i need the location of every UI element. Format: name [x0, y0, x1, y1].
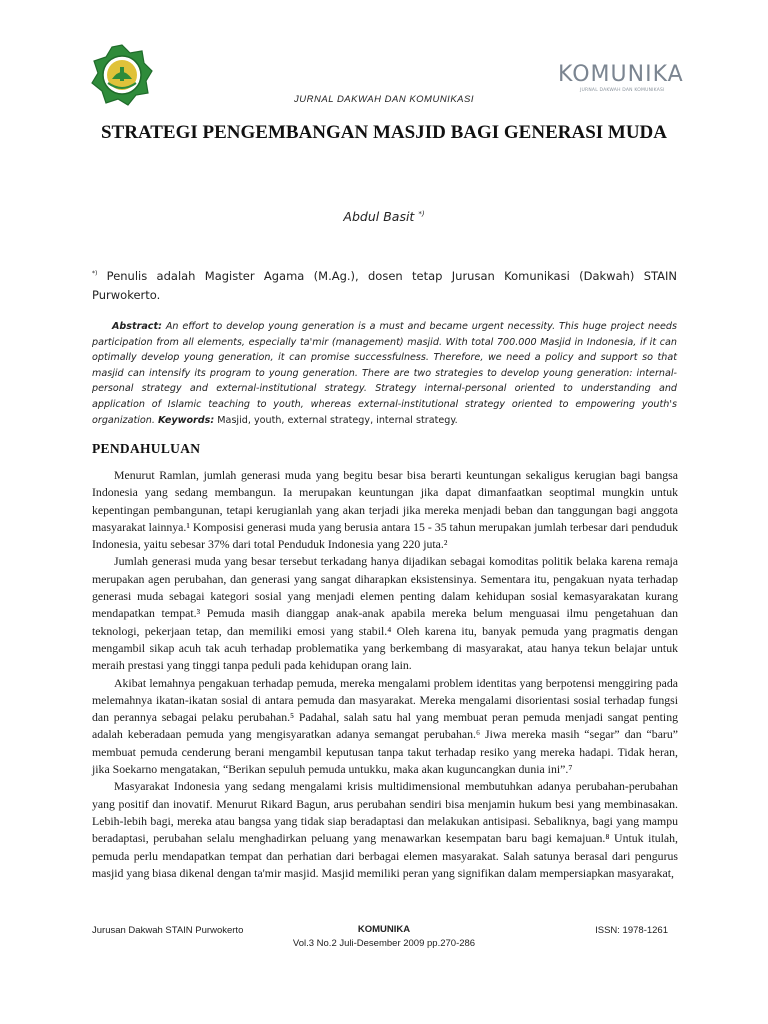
- author-name: Abdul Basit: [343, 209, 415, 224]
- abstract-label: Abstract:: [112, 321, 162, 332]
- abstract-text: An effort to develop young generation is a must and became urgent necessity. This huge project needs participation from all elements, especially ta'mir (management) masjid. With total 700.000 Masjid in Indonesia, if it can optimally develop young generation, it can promise successfulness. Therefore, we need a policy and support so that masjid can intensify its program to young generation. There are two strategies to develop young generation: internal-personal strategy and external-institutional strategy. Strategy internal-personal oriented to understanding and application of Islamic teaching to youth, whereas external-institutional strategy oriented to empowering youth's organization.: [92, 321, 677, 426]
- author-note-text: Penulis adalah Magister Agama (M.Ag.), dosen tetap Jurusan Komunikasi (Dakwah) STAIN Purwokerto.: [92, 268, 677, 302]
- journal-name: JURNAL DAKWAH DAN KOMUNIKASI: [294, 94, 474, 105]
- body-text: [92, 467, 678, 882]
- footer-issn: ISSN: 1978-1261: [595, 925, 668, 936]
- footer-department: Jurusan Dakwah STAIN Purwokerto: [92, 925, 244, 936]
- author-mark: *): [418, 209, 425, 218]
- article-title: STRATEGI PENGEMBANGAN MASJID BAGI GENERASI MUDA: [100, 122, 667, 143]
- paragraph-2: Jumlah generasi muda yang besar tersebut terkadang hanya dijadikan sebagai komoditas politik belaka karena remaja merupakan agen perubahan, dan generasi yang sangat diharapkan eksistensinya. Sementara itu, pengakuan nyata terhadap generasi muda sebagai kategori sosial yang menjadi elemen penting dalam kehidupan sosial kemasyarakatan kurang mendapatkan tempat.³ Pemuda masih dianggap anak-anak apabila mereka belum menguasai ilmu pengetahuan dan teknologi, pekerjaan tetap, dan memiliki emosi yang stabil.⁴ Oleh karena itu, banyak pemuda yang pragmatis dengan mengambil sikap acuh tak acuh terhadap problematika yang berkembang di masyarakat, atau hanya tekun belajar untuk meraih prestasi yang tinggi tanpa peduli pada kehidupan orang lain.: [92, 554, 678, 673]
- author-note: [92, 264, 677, 305]
- brand-name: KOMUNIKA: [558, 62, 684, 87]
- brand-subtitle: JURNAL DAKWAH DAN KOMUNIKASI: [580, 88, 665, 93]
- author-note-mark: *): [92, 270, 98, 277]
- abstract: [92, 319, 677, 428]
- footer-volume: Vol.3 No.2 Juli-Desember 2009 pp.270-286: [292, 938, 476, 949]
- section-heading: PENDAHULUAN: [92, 441, 201, 456]
- keywords-text: Masjid, youth, external strategy, internal strategy.: [217, 414, 458, 426]
- paragraph-3: Akibat lemahnya pengakuan terhadap pemuda, mereka mengalami problem identitas yang berpotensi menggiring pada melemahnya ikatan-ikatan sosial di antara pemuda dan masyarakat. Mereka mengalami disorientasi sosial terhadap fungsi dan perannya sebagai pelaku perubahan.⁵ Padahal, salah satu hal yang membuat peran pemuda menjadi sangat penting adalah keberadaan pemuda yang mengisyaratkan adanya semangat perubahan.⁶ Jiwa mereka masih “segar” dan “baru” membuat pemuda cenderung berani mengambil keputusan tanpa takut terhadap resiko yang mereka hadapi. Tidak heran, jika Soekarno mengatakan, “Berikan sepuluh pemuda untukku, maka akan kuguncangkan dunia ini”.⁷: [92, 675, 678, 777]
- footer-journal: [284, 923, 484, 951]
- footer-journal-title: KOMUNIKA: [357, 924, 411, 935]
- paragraph-4: Masyarakat Indonesia yang sedang mengalami krisis multidimensional membutuhkan adanya perubahan-perubahan yang positif dan inovatif. Menurut Rikard Bagun, arus perubahan sendiri bisa menjamin hukum besi yang membinasakan. Lebih-lebih bagi, mereka atau bangsa yang tidak siap beradaptasi dan melakukan antisipasi. Sebaliknya, bagi yang mampu beradaptasi, perubahan selalu menghadirkan peluang yang menawarkan kesempatan baru bagi kemajuan.⁸ Untuk itulah, pemuda perlu mendapatkan tempat dan perhatian dari berbagai elemen masyarakat. Salah satunya berasal dari pengurus masjid yang biasa dikenal dengan ta'mir masjid. Masjid memiliki peran yang signifikan dalam mempersiapkan masyarakat,: [92, 779, 678, 880]
- author-line: [0, 209, 768, 224]
- paragraph-1: Menurut Ramlan, jumlah generasi muda yang begitu besar bisa berarti keuntungan sekaligus kerugian bagi bangsa Indonesia yang sedang membangun. Ia merupakan keuntungan jika dapat dimanfaatkan seoptimal mungkin untuk kepentingan pembangunan, tetapi kerugianlah yang akan terjadi jika mereka menjadi beban dan tanggungan bagi anggota masyarakat lainnya.¹ Komposisi generasi muda yang berusia antara 15 - 35 tahun merupakan jumlah terbesar dari penduduk Indonesia, yaitu sebesar 37% dari total Penduduk Indonesia yang 220 juta.²: [92, 468, 678, 552]
- keywords-label: Keywords:: [157, 414, 215, 426]
